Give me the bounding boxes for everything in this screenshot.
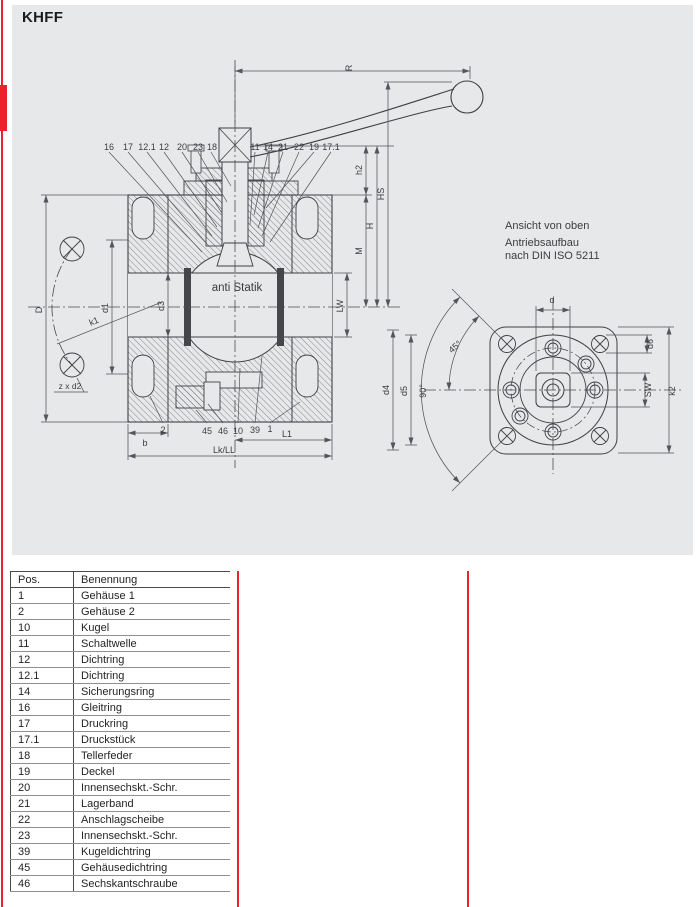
- cell-pos: 16: [11, 700, 74, 716]
- table-row: [11, 748, 230, 764]
- red-column-line-1: [237, 571, 239, 907]
- dim-label-LkLL: Lk/LL: [212, 445, 236, 455]
- view-note: [505, 220, 600, 263]
- table-row: [11, 716, 230, 732]
- cell-pos: 18: [11, 748, 74, 764]
- cell-pos: 11: [11, 636, 74, 652]
- dim-label-d1: d1: [100, 302, 110, 314]
- cell-name: Sechskantschraube: [74, 876, 230, 892]
- callout-12-1: 12.1: [138, 142, 156, 152]
- anti-statik-label: anti Statik: [211, 282, 263, 294]
- table-row: [11, 684, 230, 700]
- cell-name: Druckstück: [74, 732, 230, 748]
- dim-label-90deg: 90°: [418, 384, 428, 398]
- cell-name: Druckring: [74, 716, 230, 732]
- table-row: [11, 668, 230, 684]
- red-margin-block: [0, 85, 7, 131]
- dim-label-H: H: [365, 222, 375, 230]
- column-header-name: Benennung: [74, 572, 230, 588]
- callout-39: 39: [249, 425, 261, 435]
- packing-right: [248, 180, 264, 246]
- cell-pos: 1: [11, 588, 74, 604]
- centerlines: [28, 60, 682, 474]
- dim-label-d6: d6: [645, 338, 655, 350]
- dim-label-b: b: [142, 438, 148, 448]
- callout-11: 11: [250, 142, 260, 152]
- cell-pos: 20: [11, 780, 74, 796]
- cell-name: Gleitring: [74, 700, 230, 716]
- dim-label-d5: d5: [399, 385, 409, 397]
- view-note-line2: Antriebsaufbau: [505, 237, 579, 249]
- callout-10: 10: [232, 426, 244, 436]
- callout-45: 45: [201, 426, 213, 436]
- cell-pos: 21: [11, 796, 74, 812]
- view-note-line1: Ansicht von oben: [505, 220, 590, 232]
- dim-label-k1: k1: [87, 314, 101, 328]
- cell-pos: 39: [11, 844, 74, 860]
- cell-pos: 19: [11, 764, 74, 780]
- dim-label-SW: SW: [643, 382, 653, 398]
- callout-16: 16: [103, 142, 115, 152]
- callout-12: 12: [158, 142, 170, 152]
- front-view: [128, 81, 483, 422]
- top-view: [490, 327, 617, 454]
- dim-label-R: R: [344, 64, 354, 72]
- callout-1: 1: [267, 424, 273, 434]
- cell-name: Sicherungsring: [74, 684, 230, 700]
- cell-name: Dichtring: [74, 668, 230, 684]
- cell-pos: 22: [11, 812, 74, 828]
- cell-pos: 12: [11, 652, 74, 668]
- callout-20: 20: [176, 142, 188, 152]
- table-row: [11, 844, 230, 860]
- cell-name: Gehäuse 1: [74, 588, 230, 604]
- callout-21: 21: [277, 142, 289, 152]
- dim-label-LW: LW: [335, 299, 345, 313]
- dim-label-d3: d3: [156, 300, 166, 312]
- column-header-pos: Pos.: [11, 572, 74, 588]
- table-row: [11, 764, 230, 780]
- callout-14: 14: [262, 142, 274, 152]
- table-row: [11, 604, 230, 620]
- cell-name: Kugeldichtring: [74, 844, 230, 860]
- cell-name: Dichtring: [74, 652, 230, 668]
- callout-22: 22: [293, 142, 305, 152]
- table-row: [11, 652, 230, 668]
- view-note-line3: nach DIN ISO 5211: [505, 250, 600, 262]
- dim-label-h2: h2: [354, 164, 364, 176]
- red-column-line-2: [467, 571, 469, 907]
- table-row: [11, 636, 230, 652]
- cell-name: Gehäusedichtring: [74, 860, 230, 876]
- table-row: [11, 700, 230, 716]
- technical-drawing: [12, 5, 693, 555]
- callout-18: 18: [206, 142, 218, 152]
- cell-name: Schaltwelle: [74, 636, 230, 652]
- table-row: [11, 780, 230, 796]
- drain-plug: [204, 382, 220, 410]
- cell-name: Deckel: [74, 764, 230, 780]
- table-row: [11, 876, 230, 892]
- page-title: KHFF: [22, 9, 64, 26]
- red-margin-line: [1, 0, 3, 907]
- table-row: [11, 732, 230, 748]
- table-row: [11, 588, 230, 604]
- cell-name: Gehäuse 2: [74, 604, 230, 620]
- callout-19: 19: [308, 142, 320, 152]
- handle-knob: [451, 81, 483, 113]
- cell-pos: 2: [11, 604, 74, 620]
- table-row: [11, 860, 230, 876]
- parts-table: [10, 571, 230, 892]
- dim-label-L1: L1: [281, 429, 293, 439]
- cell-pos: 12.1: [11, 668, 74, 684]
- cell-pos: 17.1: [11, 732, 74, 748]
- cell-pos: 23: [11, 828, 74, 844]
- dim-label-d: d: [549, 295, 555, 305]
- table-row: [11, 812, 230, 828]
- cell-name: Innensechskt.-Schr.: [74, 780, 230, 796]
- cell-pos: 46: [11, 876, 74, 892]
- callout-17-1: 17.1: [322, 142, 340, 152]
- top-dimension-labels: [381, 295, 677, 398]
- table-row: [11, 620, 230, 636]
- callout-46: 46: [217, 426, 229, 436]
- table-row: [11, 796, 230, 812]
- dim-label-d4: d4: [381, 384, 391, 396]
- table-header-row: [11, 572, 230, 588]
- dim-label-HS: HS: [376, 187, 386, 201]
- cell-name: Anschlagscheibe: [74, 812, 230, 828]
- dim-label-45deg: 45°: [446, 338, 464, 356]
- table-row: [11, 828, 230, 844]
- cell-name: Tellerfeder: [74, 748, 230, 764]
- cell-name: Lagerband: [74, 796, 230, 812]
- cell-pos: 45: [11, 860, 74, 876]
- dim-label-M: M: [354, 247, 364, 255]
- callout-17: 17: [122, 142, 134, 152]
- cell-name: Kugel: [74, 620, 230, 636]
- dim-label-zxd2: z x d2: [58, 381, 82, 391]
- cell-name: Innensechskt.-Schr.: [74, 828, 230, 844]
- drain-boss: [176, 386, 206, 408]
- cell-pos: 17: [11, 716, 74, 732]
- dim-label-D: D: [34, 306, 44, 314]
- callout-23: 23: [192, 142, 204, 152]
- cell-pos: 14: [11, 684, 74, 700]
- callout-2: 2: [160, 425, 166, 435]
- dim-label-k2: k2: [667, 386, 677, 396]
- cell-pos: 10: [11, 620, 74, 636]
